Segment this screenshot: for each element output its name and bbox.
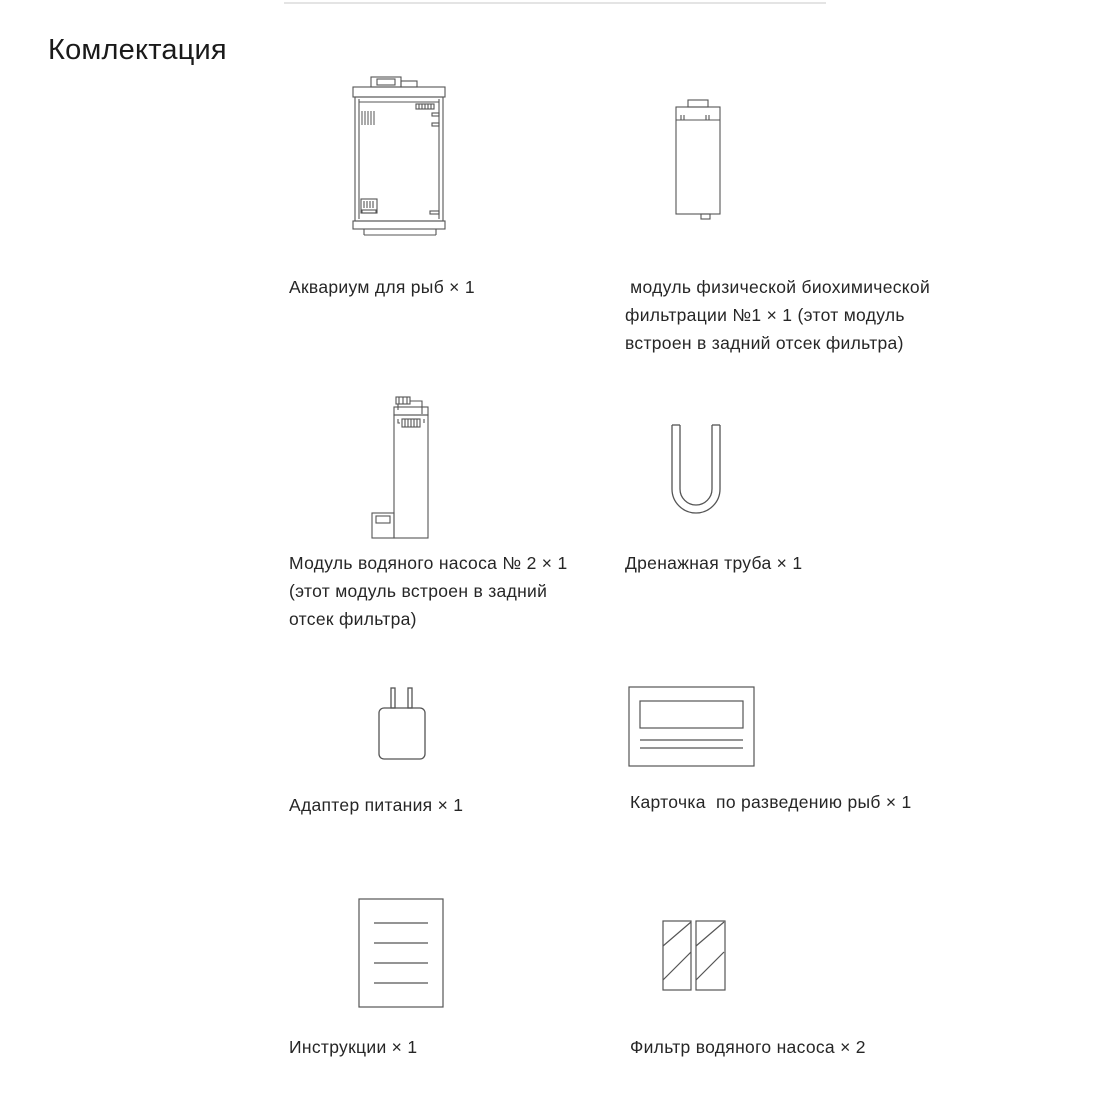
item-label-aquarium: Аквариум для рыб × 1 <box>289 277 475 297</box>
breeding-card-icon <box>626 684 758 770</box>
item-label-drain-tube: Дренажная труба × 1 <box>625 553 803 573</box>
item-label-water-pump-module: Модуль водяного насоса № 2 × 1 (этот модуль встроен в задний отсек фильтра) <box>289 553 573 629</box>
drain-tube-icon <box>668 422 724 518</box>
pump-filter-icon <box>659 918 731 994</box>
power-adapter-icon <box>376 686 428 762</box>
water-pump-module-icon <box>368 393 438 543</box>
instructions-icon <box>356 896 448 1011</box>
item-label-instructions: Инструкции × 1 <box>289 1037 418 1057</box>
item-label-filter-module: модуль физической биохимической фильтрации №1 × 1 (этот модуль встроен в задний отсек фильтра) <box>625 277 936 353</box>
item-label-pump-filter: Фильтр водяного насоса × 2 <box>630 1037 866 1057</box>
item-label-power-adapter: Адаптер питания × 1 <box>289 795 464 815</box>
filter-module-icon <box>668 98 728 223</box>
top-divider <box>284 2 826 4</box>
section-title: Комлектация <box>48 34 227 66</box>
item-label-breeding-card: Карточка по разведению рыб × 1 <box>630 792 912 812</box>
aquarium-icon <box>350 75 450 240</box>
